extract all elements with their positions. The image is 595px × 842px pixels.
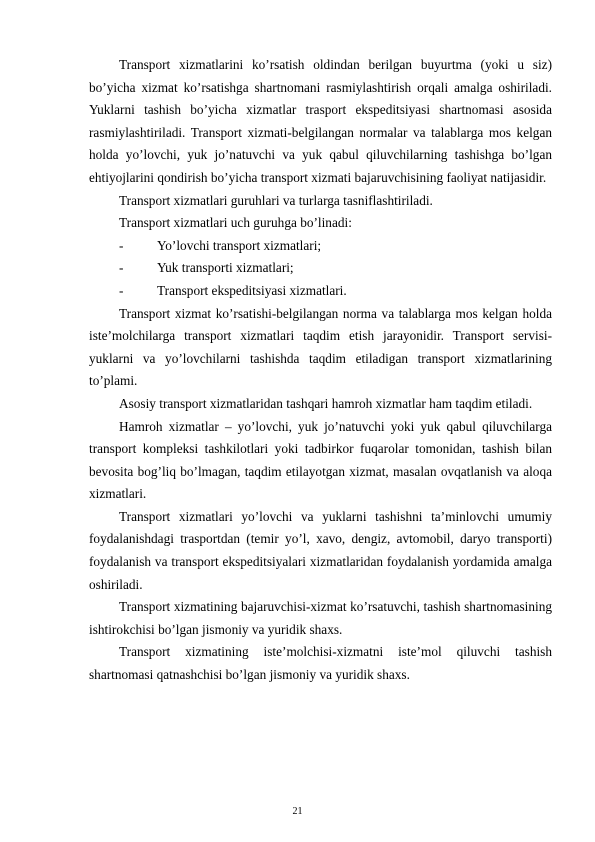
paragraph: Transport xizmatining bajaruvchisi-xizmat ko’rsatuvchi, tashish shartnomasining ishtirokchisi bo’lgan jismoniy va yuridik shaxs.	[89, 599, 552, 637]
paragraph: Transport xizmatlarini ko’rsatish oldindan berilgan buyurtma (yoki u siz) bo’yicha xizmat ko’rsatishga shartnomani rasmiylashtirish orqali amalga oshiriladi. Yuklarni tashish bo’yicha xizmatlar trasport ekspeditsiyasi shartnomasi asosida rasmiylashtiriladi. Transport xizmati-belgilangan normalar va talablarga mos kelgan holda yo’lovchi, yuk jo’natuvchi va yuk qabul qiluvchilarning tashishga bo’lgan ehtiyojlarini qondirish bo’yicha transport xizmati bajaruvchisining faoliyat natijasidir.	[89, 57, 552, 185]
list-dash: -	[119, 282, 124, 298]
list-item	[89, 257, 552, 280]
list-item	[89, 280, 552, 303]
list-item	[89, 235, 552, 258]
list-item-text: Yuk transporti xizmatlari;	[157, 260, 294, 276]
list-dash: -	[119, 237, 124, 253]
paragraph: Hamroh xizmatlar – yo’lovchi, yuk jo’natuvchi yoki yuk qabul qiluvchilarga transport kompleksi tashkilotlari yoki tadbirkor fuqarolar tomonidan, tashish bilan bevosita bog’liq bo’lmagan, taqdim etilayotgan xizmat, masalan ovqatlanish va aloqa xizmatlari.	[89, 418, 552, 502]
list-item-text: Yo’lovchi transport xizmatlari;	[157, 237, 322, 253]
paragraph: Transport xizmatlari yo’lovchi va yuklarni tashishni ta’minlovchi umumiy foydalanishdagi trasportdan (temir yo’l, xavo, dengiz, avtomobil, daryo transporti) foydalanish va transport ekspeditsiyalari xizmatlaridan foydalanish yordamida amalga oshiriladi.	[89, 508, 552, 592]
list-dash: -	[119, 260, 124, 276]
page-number: 21	[292, 806, 303, 817]
paragraph: Asosiy transport xizmatlaridan tashqari hamroh xizmatlar ham taqdim etiladi.	[119, 395, 533, 411]
paragraph: Transport xizmatining iste’molchisi-xizmatni iste’mol qiluvchi tashish shartnomasi qatnashchisi bo’lgan jismoniy va yuridik shaxs.	[89, 644, 552, 683]
body-text	[89, 54, 552, 687]
paragraph: Transport xizmat ko’rsatishi-belgilangan norma va talablarga mos kelgan holda iste’molchilarga transport xizmatlari taqdim etish jarayonidir. Transport servisi-yuklarni va yo’lovchilarni tashishda taqdim etiladigan transport xizmatlarining to’plami.	[89, 305, 552, 389]
list-item-text: Transport ekspeditsiyasi xizmatlari.	[157, 282, 347, 298]
paragraph: Transport xizmatlari uch guruhga bo’linadi:	[119, 215, 352, 231]
paragraph: Transport xizmatlari guruhlari va turlarga tasniflashtiriladi.	[119, 192, 433, 208]
